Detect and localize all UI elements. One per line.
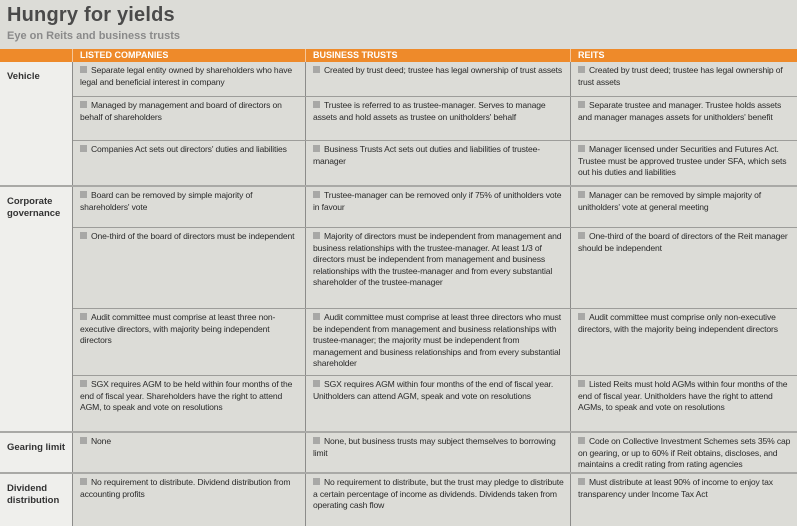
cell-listed-companies: [73, 97, 306, 140]
bullet-square-icon: [578, 232, 585, 239]
table-row: [73, 97, 797, 141]
bullet-square-icon: [313, 232, 320, 239]
cell-business-trusts: [306, 433, 571, 472]
cell-text: Majority of directors must be independent from management and business relationships with the trustee-manager. At least 1/3 of directors must be independent from management and business relationships with the trustee-manager and from every substantial shareholder of the trustee-manager: [313, 231, 562, 288]
cell-text: Managed by management and board of directors on behalf of shareholders: [80, 100, 282, 122]
cell-text: Audit committee must comprise only non-executive directors, with the majority being independent directors: [578, 312, 778, 334]
cell-reits: [571, 474, 797, 526]
cell-text: Business Trusts Act sets out duties and liabilities of trustee-manager: [313, 144, 541, 166]
cell-reits: [571, 62, 797, 96]
cell-text: Companies Act sets out directors' duties and liabilities: [91, 144, 287, 154]
bullet-square-icon: [578, 145, 585, 152]
bullet-square-icon: [313, 380, 320, 387]
cell-reits: [571, 433, 797, 472]
bullet-square-icon: [80, 437, 87, 444]
bullet-square-icon: [313, 437, 320, 444]
cell-listed-companies: [73, 187, 306, 227]
bullet-square-icon: [80, 313, 87, 320]
page-title: Hungry for yields: [7, 4, 175, 26]
cell-text: Separate trustee and manager. Trustee holds assets and manager manages assets for unitholders' benefit: [578, 100, 782, 122]
cell-text: No requirement to distribute. Dividend distribution from accounting profits: [80, 477, 291, 499]
bullet-square-icon: [578, 478, 585, 485]
bullet-square-icon: [578, 66, 585, 73]
header-reits: REITS: [578, 50, 605, 60]
table-row: [73, 141, 797, 185]
cell-text: Audit committee must comprise at least three directors who must be independent from management and business relationships with trustee-manager; the majority must be independent from management and business relationships and from every substantial shareholder: [313, 312, 561, 369]
cell-text: Board can be removed by simple majority of shareholders' vote: [80, 190, 253, 212]
cell-listed-companies: [73, 474, 306, 526]
cell-business-trusts: [306, 97, 571, 140]
cell-text: SGX requires AGM to be held within four months of the end of fiscal year. Shareholders have the right to attend AGM, to speak and vote on resolutions: [80, 379, 293, 413]
cell-listed-companies: [73, 141, 306, 185]
cell-business-trusts: [306, 376, 571, 431]
group-label: Gearing limit: [0, 433, 73, 472]
cell-text: Manager licensed under Securities and Futures Act. Trustee must be approved trustee under SFA, which sets out his duties and liabilities: [578, 144, 787, 178]
bullet-square-icon: [578, 380, 585, 387]
cell-listed-companies: [73, 228, 306, 308]
cell-text: Listed Reits must hold AGMs within four months of the end of fiscal year. Unitholders have the right to attend AGMs, to speak and vote on resolutions: [578, 379, 788, 413]
cell-text: Code on Collective Investment Schemes sets 35% cap on gearing, or up to 60% if Reit obtains, discloses, and maintains a credit rating from rating agencies: [578, 436, 791, 470]
cell-business-trusts: [306, 62, 571, 96]
table-row: [73, 309, 797, 376]
cell-text: Must distribute at least 90% of income to enjoy tax transparency under Income Tax Act: [578, 477, 773, 499]
cell-reits: [571, 309, 797, 375]
bullet-square-icon: [80, 66, 87, 73]
table-row: [73, 376, 797, 431]
bullet-square-icon: [578, 313, 585, 320]
cell-reits: [571, 228, 797, 308]
cell-text: SGX requires AGM within four months of the end of fiscal year. Unitholders can attend AGM, speak and vote on resolutions: [313, 379, 554, 401]
table-row: [73, 62, 797, 97]
bullet-square-icon: [313, 101, 320, 108]
cell-text: Separate legal entity owned by shareholders who have legal and beneficial interest in company: [80, 65, 292, 87]
table-row: [73, 228, 797, 309]
comparison-table: [0, 49, 797, 526]
cell-business-trusts: [306, 141, 571, 185]
cell-business-trusts: [306, 474, 571, 526]
page-subtitle: Eye on Reits and business trusts: [7, 30, 180, 42]
bullet-square-icon: [313, 478, 320, 485]
group-gearing-limit: [0, 433, 797, 474]
cell-listed-companies: [73, 309, 306, 375]
cell-reits: [571, 141, 797, 185]
group-corporate-governance: [0, 187, 797, 433]
cell-business-trusts: [306, 228, 571, 308]
table-row: [73, 474, 797, 526]
cell-reits: [571, 187, 797, 227]
cell-listed-companies: [73, 62, 306, 96]
bullet-square-icon: [313, 66, 320, 73]
table-row: [73, 433, 797, 472]
table-header: [0, 49, 797, 62]
cell-text: None, but business trusts may subject themselves to borrowing limit: [313, 436, 556, 458]
bullet-square-icon: [578, 191, 585, 198]
bullet-square-icon: [80, 380, 87, 387]
bullet-square-icon: [313, 313, 320, 320]
cell-text: One-third of the board of directors must be independent: [91, 231, 295, 241]
bullet-square-icon: [578, 101, 585, 108]
cell-text: No requirement to distribute, but the trust may pledge to distribute a certain percentage of income as dividends. Dividends taken from operating cash flow: [313, 477, 564, 511]
bullet-square-icon: [578, 437, 585, 444]
bullet-square-icon: [80, 478, 87, 485]
bullet-square-icon: [80, 145, 87, 152]
group-dividend-distribution: [0, 474, 797, 526]
header-blank: [0, 49, 73, 62]
group-vehicle: [0, 62, 797, 187]
bullet-square-icon: [80, 191, 87, 198]
cell-listed-companies: [73, 376, 306, 431]
group-label: Dividend distribution: [0, 474, 73, 526]
bullet-square-icon: [313, 191, 320, 198]
bullet-square-icon: [80, 101, 87, 108]
cell-text: None: [91, 436, 111, 446]
cell-reits: [571, 97, 797, 140]
cell-text: Audit committee must comprise at least three non-executive directors, with majority being independent directors: [80, 312, 276, 346]
cell-business-trusts: [306, 187, 571, 227]
cell-business-trusts: [306, 309, 571, 375]
cell-text: Trustee is referred to as trustee-manager. Serves to manage assets and hold assets as trustee on unitholders' behalf: [313, 100, 546, 122]
cell-text: Created by trust deed; trustee has legal ownership of trust assets: [578, 65, 783, 87]
group-label: Vehicle: [0, 62, 73, 185]
cell-listed-companies: [73, 433, 306, 472]
cell-text: One-third of the board of directors of the Reit manager should be independent: [578, 231, 788, 253]
group-label: Corporate governance: [0, 187, 73, 431]
bullet-square-icon: [80, 232, 87, 239]
header-listed-companies: LISTED COMPANIES: [73, 49, 306, 62]
cell-text: Manager can be removed by simple majority of unitholders' vote at general meeting: [578, 190, 762, 212]
cell-reits: [571, 376, 797, 431]
cell-text: Created by trust deed; trustee has legal ownership of trust assets: [324, 65, 563, 75]
bullet-square-icon: [313, 145, 320, 152]
table-row: [73, 187, 797, 228]
header-business-trusts: BUSINESS TRUSTS: [306, 49, 571, 62]
cell-text: Trustee-manager can be removed only if 75% of unitholders vote in favour: [313, 190, 562, 212]
